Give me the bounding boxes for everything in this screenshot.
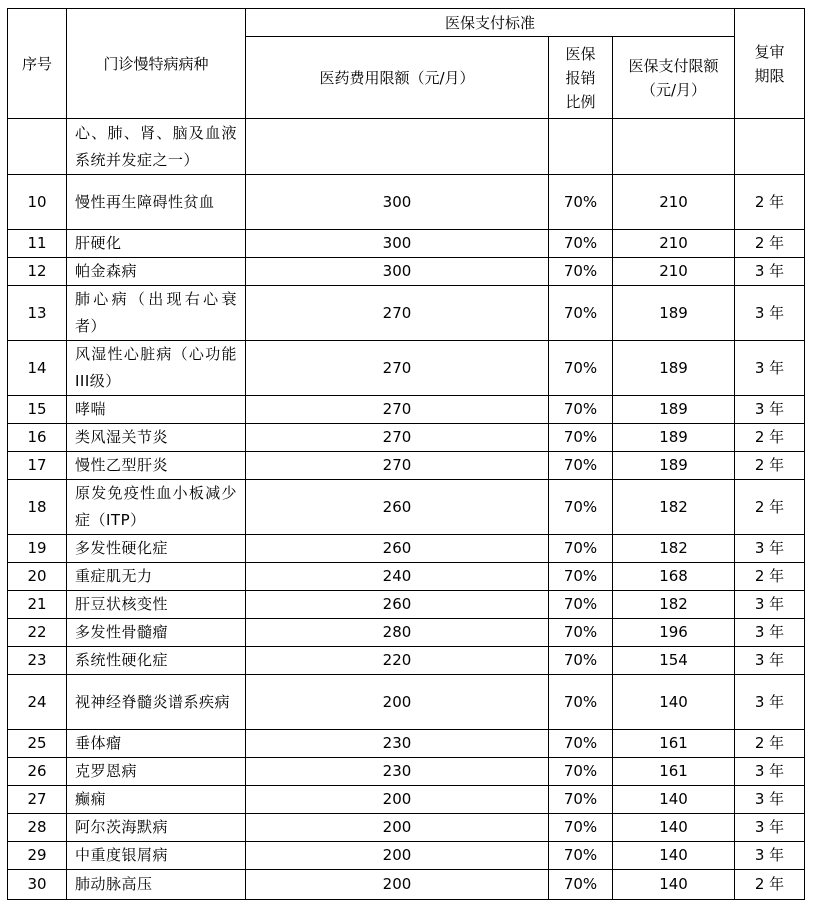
cell-payment: 189 (613, 286, 735, 341)
cell-index: 24 (8, 675, 67, 730)
header-limit: 医药费用限额（元/月） (246, 37, 549, 119)
cell-review: 2 年 (735, 480, 805, 535)
cell-ratio: 70% (549, 452, 613, 480)
cell-limit: 270 (246, 286, 549, 341)
table-body (8, 119, 805, 900)
header-disease: 门诊慢特病病种 (67, 9, 246, 119)
cell-disease: 原发免疫性血小板减少症（ITP） (67, 480, 246, 535)
cell-review: 2 年 (735, 175, 805, 230)
cell-ratio: 70% (549, 675, 613, 730)
cell-limit: 260 (246, 591, 549, 619)
table-row (8, 480, 805, 535)
cell-payment: 189 (613, 341, 735, 396)
cell-index (8, 119, 67, 175)
cell-index: 12 (8, 258, 67, 286)
cell-review: 3 年 (735, 786, 805, 814)
cell-review: 3 年 (735, 619, 805, 647)
cell-disease: 阿尔茨海默病 (67, 814, 246, 842)
cell-payment (613, 119, 735, 175)
cell-review: 2 年 (735, 730, 805, 758)
table-row (8, 424, 805, 452)
cell-review: 3 年 (735, 647, 805, 675)
cell-disease: 克罗恩病 (67, 758, 246, 786)
header-payment: 医保支付限额（元/月） (613, 37, 735, 119)
cell-limit: 200 (246, 675, 549, 730)
cell-payment: 189 (613, 424, 735, 452)
cell-ratio: 70% (549, 842, 613, 870)
cell-payment: 182 (613, 535, 735, 563)
cell-payment: 168 (613, 563, 735, 591)
cell-disease: 系统性硬化症 (67, 647, 246, 675)
cell-payment: 154 (613, 647, 735, 675)
cell-review: 2 年 (735, 452, 805, 480)
cell-review: 3 年 (735, 814, 805, 842)
cell-payment: 140 (613, 786, 735, 814)
table-row (8, 842, 805, 870)
table-row (8, 230, 805, 258)
cell-review: 3 年 (735, 675, 805, 730)
cell-ratio: 70% (549, 396, 613, 424)
cell-disease: 肝硬化 (67, 230, 246, 258)
cell-ratio: 70% (549, 758, 613, 786)
cell-payment: 140 (613, 814, 735, 842)
table-row (8, 730, 805, 758)
cell-payment: 196 (613, 619, 735, 647)
cell-payment: 140 (613, 870, 735, 900)
cell-disease: 心、肺、肾、脑及血液系统并发症之一） (67, 119, 246, 175)
cell-disease: 中重度银屑病 (67, 842, 246, 870)
cell-review: 3 年 (735, 258, 805, 286)
header-review: 复审期限 (735, 9, 805, 119)
cell-limit: 200 (246, 842, 549, 870)
cell-disease: 哮喘 (67, 396, 246, 424)
cell-index: 16 (8, 424, 67, 452)
cell-review: 3 年 (735, 341, 805, 396)
cell-disease: 重症肌无力 (67, 563, 246, 591)
header-standard-group: 医保支付标准 (246, 9, 735, 37)
cell-payment: 210 (613, 175, 735, 230)
cell-limit: 270 (246, 341, 549, 396)
cell-ratio (549, 119, 613, 175)
cell-ratio: 70% (549, 730, 613, 758)
cell-review: 3 年 (735, 396, 805, 424)
cell-limit: 270 (246, 396, 549, 424)
cell-ratio: 70% (549, 424, 613, 452)
cell-index: 17 (8, 452, 67, 480)
cell-review: 2 年 (735, 424, 805, 452)
cell-ratio: 70% (549, 286, 613, 341)
cell-payment: 140 (613, 675, 735, 730)
cell-payment: 210 (613, 230, 735, 258)
table-row (8, 786, 805, 814)
cell-limit: 200 (246, 870, 549, 900)
cell-index: 10 (8, 175, 67, 230)
cell-disease: 肺心病（出现右心衰者） (67, 286, 246, 341)
cell-index: 21 (8, 591, 67, 619)
table-row (8, 870, 805, 900)
table-row (8, 535, 805, 563)
cell-review: 3 年 (735, 535, 805, 563)
cell-ratio: 70% (549, 870, 613, 900)
table-row (8, 175, 805, 230)
medical-insurance-table (7, 8, 805, 900)
table-row (8, 758, 805, 786)
cell-payment: 189 (613, 452, 735, 480)
cell-index: 14 (8, 341, 67, 396)
cell-limit: 270 (246, 424, 549, 452)
cell-index: 30 (8, 870, 67, 900)
cell-payment: 161 (613, 758, 735, 786)
cell-ratio: 70% (549, 535, 613, 563)
cell-limit: 260 (246, 480, 549, 535)
cell-ratio: 70% (549, 647, 613, 675)
table-row (8, 396, 805, 424)
cell-index: 22 (8, 619, 67, 647)
cell-review (735, 119, 805, 175)
cell-index: 23 (8, 647, 67, 675)
header-row-1 (8, 9, 805, 37)
cell-limit (246, 119, 549, 175)
table-row (8, 591, 805, 619)
cell-disease: 类风湿关节炎 (67, 424, 246, 452)
table-row-continued (8, 119, 805, 175)
cell-index: 29 (8, 842, 67, 870)
table-row (8, 563, 805, 591)
header-ratio: 医保报销比例 (549, 37, 613, 119)
cell-index: 13 (8, 286, 67, 341)
cell-review: 3 年 (735, 758, 805, 786)
cell-limit: 200 (246, 814, 549, 842)
cell-payment: 182 (613, 591, 735, 619)
cell-review: 2 年 (735, 230, 805, 258)
cell-payment: 210 (613, 258, 735, 286)
cell-disease: 垂体瘤 (67, 730, 246, 758)
table-row (8, 619, 805, 647)
table-row (8, 814, 805, 842)
cell-review: 3 年 (735, 842, 805, 870)
cell-review: 2 年 (735, 563, 805, 591)
cell-ratio: 70% (549, 341, 613, 396)
cell-ratio: 70% (549, 175, 613, 230)
cell-review: 2 年 (735, 870, 805, 900)
table-row (8, 258, 805, 286)
cell-index: 28 (8, 814, 67, 842)
cell-payment: 161 (613, 730, 735, 758)
cell-limit: 200 (246, 786, 549, 814)
cell-review: 3 年 (735, 591, 805, 619)
cell-ratio: 70% (549, 563, 613, 591)
cell-ratio: 70% (549, 619, 613, 647)
cell-review: 3 年 (735, 286, 805, 341)
cell-payment: 182 (613, 480, 735, 535)
cell-ratio: 70% (549, 230, 613, 258)
cell-disease: 多发性硬化症 (67, 535, 246, 563)
cell-limit: 230 (246, 758, 549, 786)
cell-ratio: 70% (549, 480, 613, 535)
cell-limit: 300 (246, 258, 549, 286)
cell-ratio: 70% (549, 814, 613, 842)
cell-index: 20 (8, 563, 67, 591)
cell-payment: 189 (613, 396, 735, 424)
cell-index: 26 (8, 758, 67, 786)
cell-index: 19 (8, 535, 67, 563)
cell-index: 27 (8, 786, 67, 814)
cell-limit: 220 (246, 647, 549, 675)
table-row (8, 286, 805, 341)
cell-disease: 肺动脉高压 (67, 870, 246, 900)
table-row (8, 675, 805, 730)
table-row (8, 647, 805, 675)
table-row (8, 341, 805, 396)
cell-index: 25 (8, 730, 67, 758)
table-header (8, 9, 805, 119)
cell-limit: 300 (246, 175, 549, 230)
cell-disease: 多发性骨髓瘤 (67, 619, 246, 647)
cell-disease: 帕金森病 (67, 258, 246, 286)
header-index: 序号 (8, 9, 67, 119)
cell-ratio: 70% (549, 786, 613, 814)
cell-limit: 260 (246, 535, 549, 563)
cell-index: 11 (8, 230, 67, 258)
cell-limit: 300 (246, 230, 549, 258)
cell-disease: 肝豆状核变性 (67, 591, 246, 619)
cell-index: 18 (8, 480, 67, 535)
cell-disease: 视神经脊髓炎谱系疾病 (67, 675, 246, 730)
cell-ratio: 70% (549, 591, 613, 619)
cell-index: 15 (8, 396, 67, 424)
cell-disease: 风湿性心脏病（心功能III级） (67, 341, 246, 396)
cell-ratio: 70% (549, 258, 613, 286)
cell-disease: 癫痫 (67, 786, 246, 814)
table-row (8, 452, 805, 480)
cell-limit: 280 (246, 619, 549, 647)
cell-payment: 140 (613, 842, 735, 870)
cell-disease: 慢性乙型肝炎 (67, 452, 246, 480)
cell-limit: 270 (246, 452, 549, 480)
cell-disease: 慢性再生障碍性贫血 (67, 175, 246, 230)
cell-limit: 230 (246, 730, 549, 758)
cell-limit: 240 (246, 563, 549, 591)
